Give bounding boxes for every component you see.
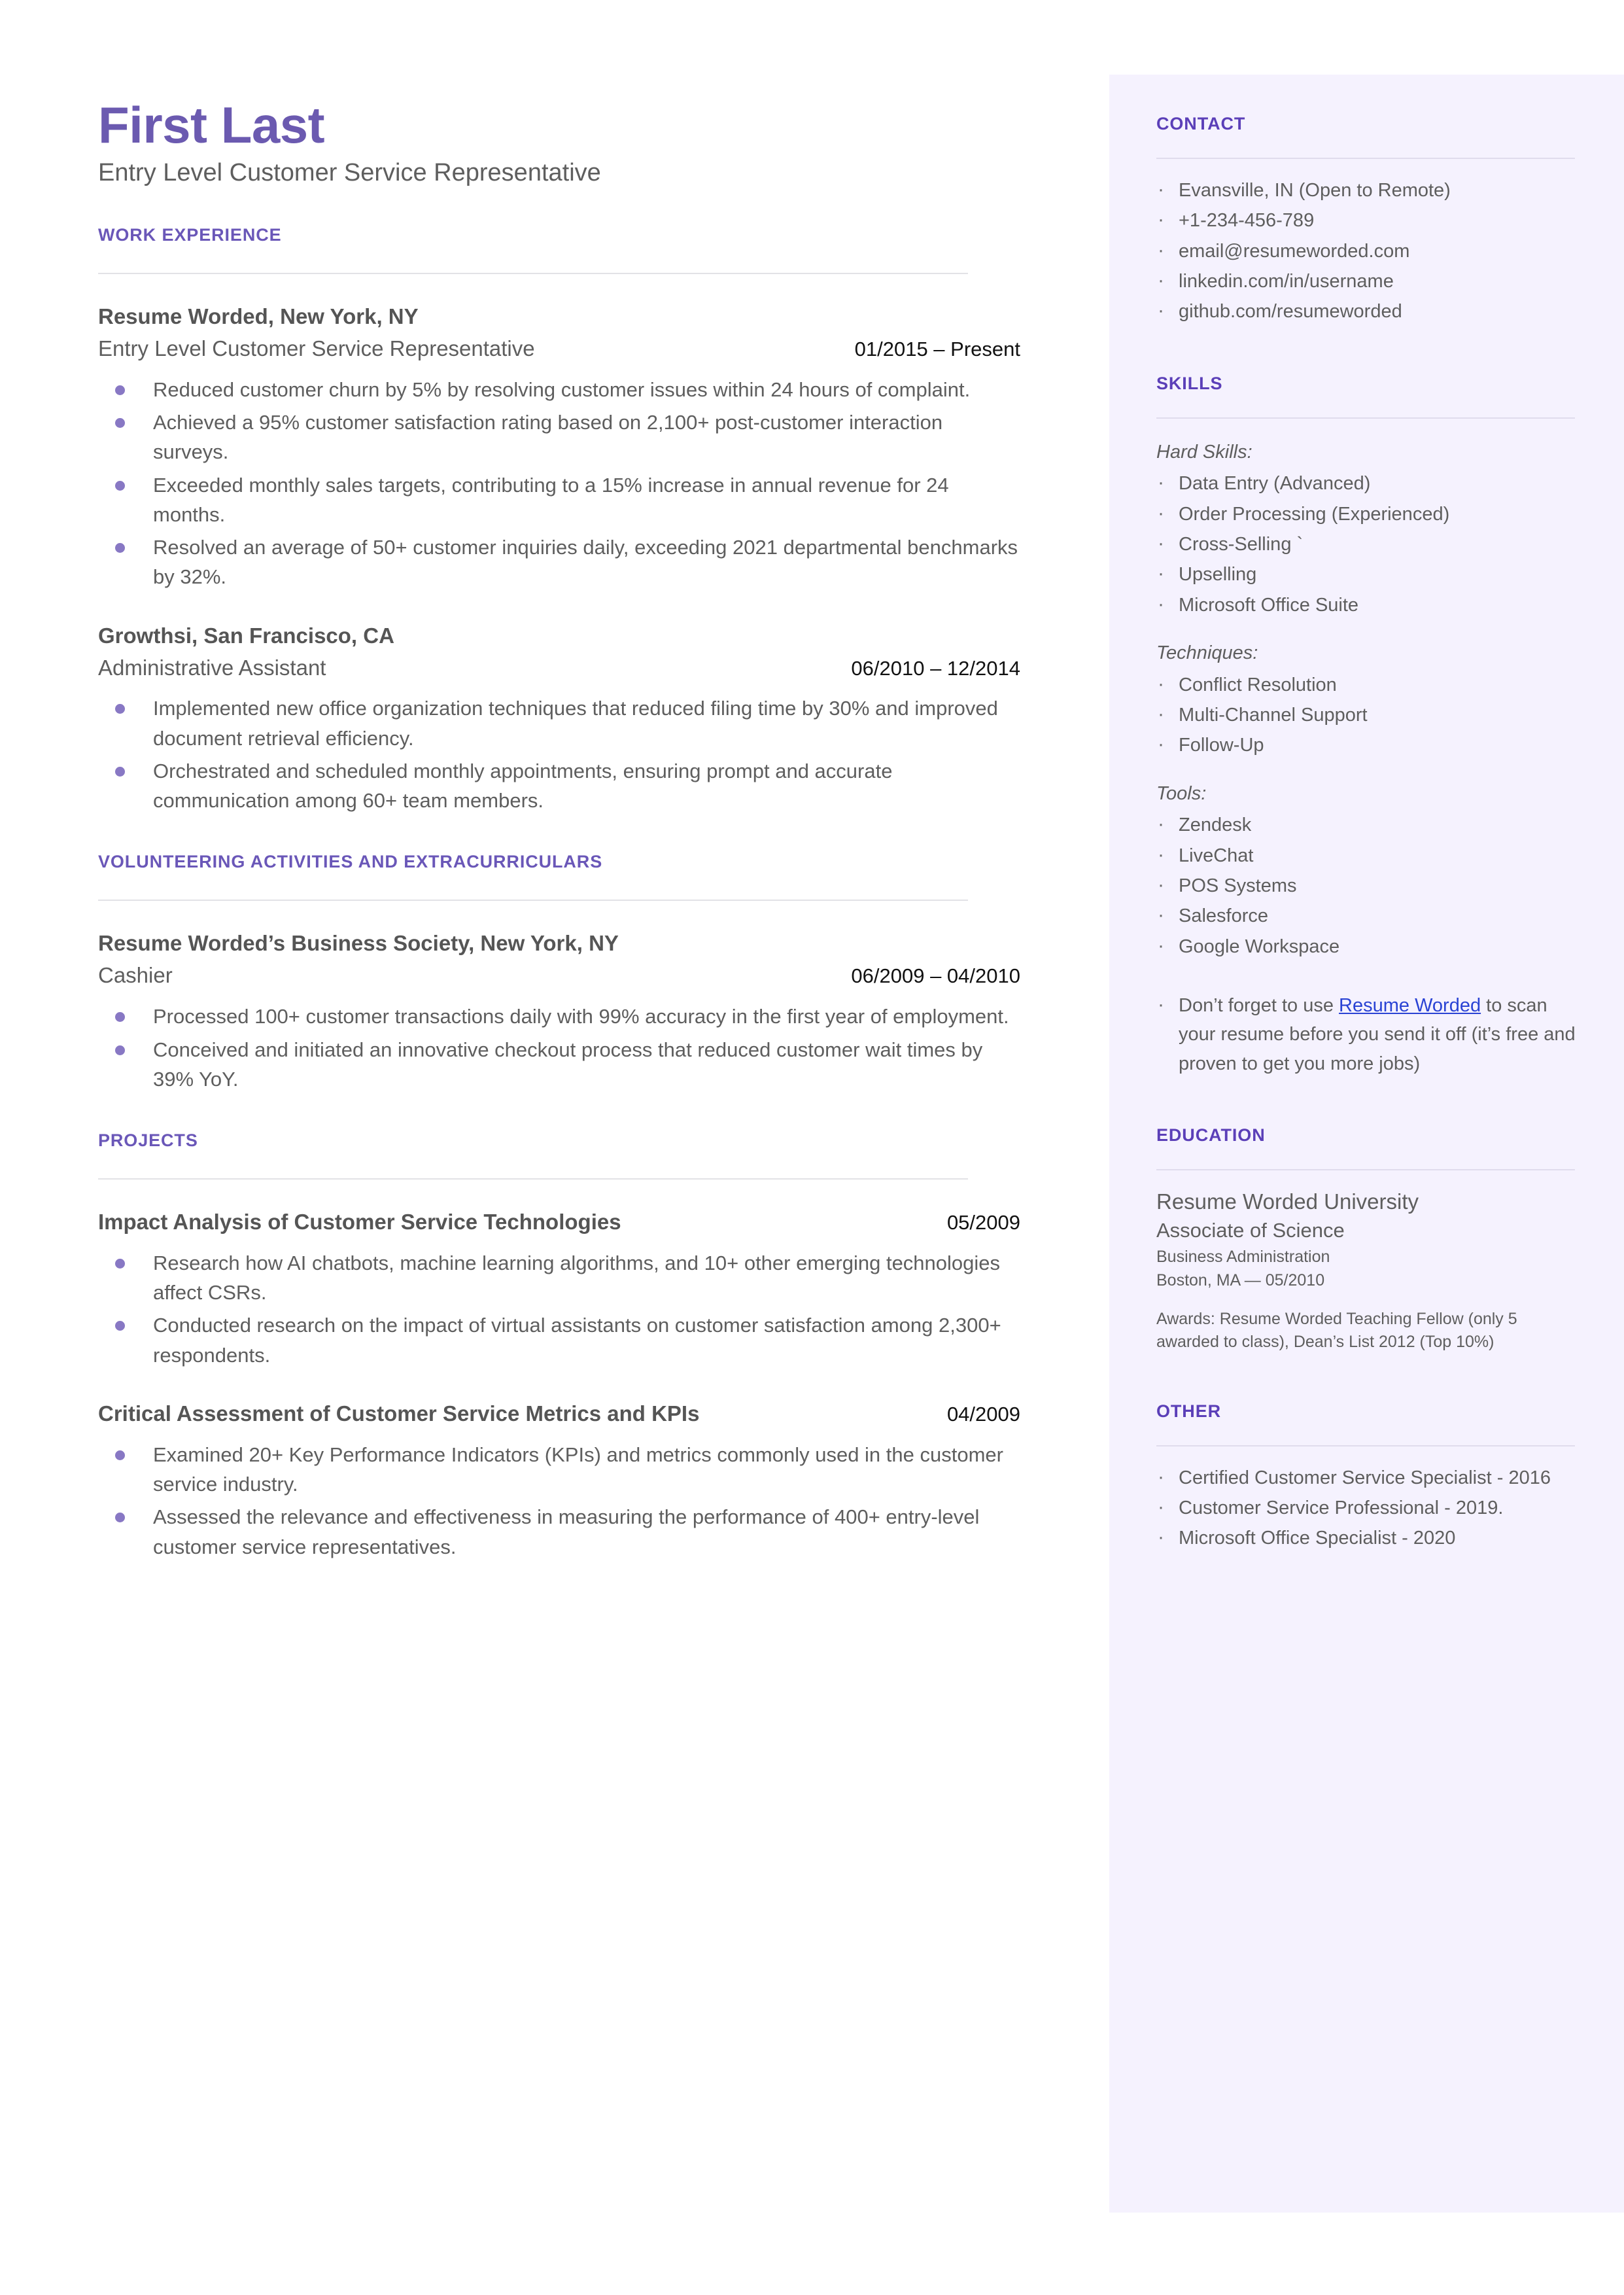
sidebar-section-skills: [1156, 374, 1587, 1078]
skill-item: · Order Processing (Experienced): [1156, 500, 1587, 529]
education-location-date: Boston, MA — 05/2010: [1156, 1271, 1325, 1289]
project-title-row: [98, 1400, 1020, 1428]
bullet-item: Reduced customer churn by 5% by resolving customer issues within 24 hours of complaint.: [98, 375, 1020, 404]
volunteering-entry: [98, 930, 1020, 1094]
project-bullet-list: [98, 1248, 1020, 1370]
skills-list: [1156, 469, 1587, 620]
work-role: Administrative Assistant: [98, 655, 326, 680]
section-title-volunteering: VOLUNTEERING ACTIVITIES AND EXTRACURRICULARS: [98, 852, 603, 872]
section-title-projects: PROJECTS: [98, 1130, 198, 1151]
project-title: Critical Assessment of Customer Service Metrics and KPIs: [98, 1401, 700, 1426]
sidebar-section-other: [1156, 1401, 1587, 1553]
bullet-item: Achieved a 95% customer satisfaction rating based on 2,100+ post-customer interaction surveys.: [98, 408, 1020, 467]
work-role-row: [98, 654, 1020, 682]
work-date: 06/2010 – 12/2014: [851, 656, 1020, 680]
skill-item: · Conflict Resolution: [1156, 671, 1587, 699]
skills-group-hard: [1156, 438, 1587, 620]
skills-list: [1156, 671, 1587, 760]
sidebar-section-education: [1156, 1125, 1587, 1354]
bullet-item: Conducted research on the impact of virtual assistants on customer satisfaction among 2,300+ respondents.: [98, 1310, 1020, 1370]
skills-group-label: Techniques:: [1156, 642, 1258, 664]
sidebar-section-contact: [1156, 114, 1587, 326]
skill-item: · Google Workspace: [1156, 932, 1587, 961]
project-bullet-list: [98, 1440, 1020, 1562]
contact-list: [1156, 176, 1587, 326]
bullet-item: Implemented new office organization techniques that reduced filing time by 30% and improved document retrieval efficiency.: [98, 693, 1020, 753]
candidate-headline: Entry Level Customer Service Representative: [98, 158, 601, 186]
project-entry: [98, 1400, 1020, 1562]
contact-linkedin[interactable]: · linkedin.com/in/username: [1156, 267, 1587, 296]
work-bullet-list: [98, 693, 1020, 815]
education-school: Resume Worded University: [1156, 1189, 1419, 1214]
skill-item: · Zendesk: [1156, 811, 1587, 839]
skills-group-tools: [1156, 780, 1587, 961]
volunteering-date: 06/2009 – 04/2010: [851, 964, 1020, 988]
bullet-item: Research how AI chatbots, machine learning algorithms, and 10+ other emerging technologies affect CSRs.: [98, 1248, 1020, 1308]
contact-email[interactable]: · email@resumeworded.com: [1156, 237, 1587, 266]
sidebar-divider: [1156, 1169, 1575, 1170]
section-divider: [98, 273, 968, 274]
promo-text-before: Don’t forget to use: [1179, 994, 1339, 1016]
sidebar-divider: [1156, 158, 1575, 159]
volunteering-bullet-list: [98, 1002, 1020, 1094]
resume-worded-link[interactable]: Resume Worded: [1339, 994, 1481, 1016]
other-list: [1156, 1463, 1587, 1553]
skills-group-techniques: [1156, 639, 1587, 760]
section-work-experience: [98, 225, 1020, 815]
project-date: 05/2009: [946, 1211, 1020, 1235]
skills-list: [1156, 811, 1587, 961]
work-organization: Growthsi, San Francisco, CA: [98, 623, 394, 648]
section-divider: [98, 1178, 968, 1180]
volunteering-role-row: [98, 962, 1020, 990]
section-projects: [98, 1130, 1020, 1562]
skill-item: · Upselling: [1156, 560, 1587, 589]
work-bullet-list: [98, 375, 1020, 592]
sidebar-divider: [1156, 1445, 1575, 1446]
education-degree: Associate of Science: [1156, 1218, 1345, 1242]
volunteering-organization: Resume Worded’s Business Society, New York, NY: [98, 931, 619, 956]
skill-item: · Microsoft Office Suite: [1156, 591, 1587, 620]
education-awards: Awards: Resume Worded Teaching Fellow (only 5 awarded to class), Dean’s List 2012 (Top 10%): [1156, 1309, 1517, 1351]
certification-item: · Certified Customer Service Specialist - 2016: [1156, 1463, 1587, 1492]
volunteering-role: Cashier: [98, 963, 173, 988]
skill-item: · POS Systems: [1156, 871, 1587, 900]
candidate-name: First Last: [98, 96, 325, 154]
skill-item: · Multi-Channel Support: [1156, 701, 1587, 729]
project-title: Impact Analysis of Customer Service Technologies: [98, 1210, 621, 1235]
work-entry: [98, 622, 1020, 816]
skills-group-label: Tools:: [1156, 782, 1207, 804]
resume-worded-promo-note: [1156, 991, 1587, 1078]
sidebar-title-skills: SKILLS: [1156, 373, 1223, 393]
skills-group-label: Hard Skills:: [1156, 441, 1253, 463]
sidebar-title-other: OTHER: [1156, 1401, 1221, 1421]
section-title-work-experience: WORK EXPERIENCE: [98, 225, 282, 245]
bullet-item: Exceeded monthly sales targets, contributing to a 15% increase in annual revenue for 24 months.: [98, 470, 1020, 530]
skill-item: · Cross-Selling `: [1156, 530, 1587, 559]
bullet-item: Conceived and initiated an innovative checkout process that reduced customer wait times by 39% YoY.: [98, 1035, 1020, 1095]
main-column: [98, 98, 1020, 1565]
skill-item: · Follow-Up: [1156, 731, 1587, 760]
project-title-row: [98, 1208, 1020, 1236]
work-date: 01/2015 – Present: [854, 338, 1020, 361]
skill-item: · Data Entry (Advanced): [1156, 469, 1587, 498]
work-role: Entry Level Customer Service Representative: [98, 336, 535, 361]
section-volunteering: [98, 852, 1020, 1094]
sidebar-divider: [1156, 417, 1575, 419]
bullet-item: Assessed the relevance and effectiveness in measuring the performance of 400+ entry-level customer service representatives.: [98, 1502, 1020, 1562]
skill-item: · Salesforce: [1156, 902, 1587, 930]
education-field: Business Administration: [1156, 1247, 1330, 1266]
contact-phone: · +1-234-456-789: [1156, 206, 1587, 235]
work-entry: [98, 303, 1020, 592]
work-role-row: [98, 335, 1020, 363]
bullet-item: Examined 20+ Key Performance Indicators (KPIs) and metrics commonly used in the customer service industry.: [98, 1440, 1020, 1499]
promo-text-after: to scan your resume before you send it off (it’s free and proven to get you more jobs): [1179, 994, 1576, 1074]
project-entry: [98, 1208, 1020, 1370]
contact-github[interactable]: · github.com/resumeworded: [1156, 297, 1587, 326]
sidebar-title-contact: CONTACT: [1156, 114, 1246, 133]
section-divider: [98, 900, 968, 901]
sidebar: [1109, 75, 1624, 2213]
work-organization: Resume Worded, New York, NY: [98, 304, 419, 329]
skill-item: · LiveChat: [1156, 841, 1587, 870]
project-date: 04/2009: [946, 1402, 1020, 1426]
certification-item: · Microsoft Office Specialist - 2020: [1156, 1524, 1587, 1552]
bullet-item: Orchestrated and scheduled monthly appointments, ensuring prompt and accurate communication among 60+ team members.: [98, 756, 1020, 816]
sidebar-title-education: EDUCATION: [1156, 1125, 1266, 1146]
contact-location: · Evansville, IN (Open to Remote): [1156, 176, 1587, 205]
bullet-item: Resolved an average of 50+ customer inquiries daily, exceeding 2021 departmental benchmarks by 32%.: [98, 533, 1020, 592]
bullet-item: Processed 100+ customer transactions daily with 99% accuracy in the first year of employment.: [98, 1002, 1020, 1031]
certification-item: · Customer Service Professional - 2019.: [1156, 1494, 1587, 1522]
